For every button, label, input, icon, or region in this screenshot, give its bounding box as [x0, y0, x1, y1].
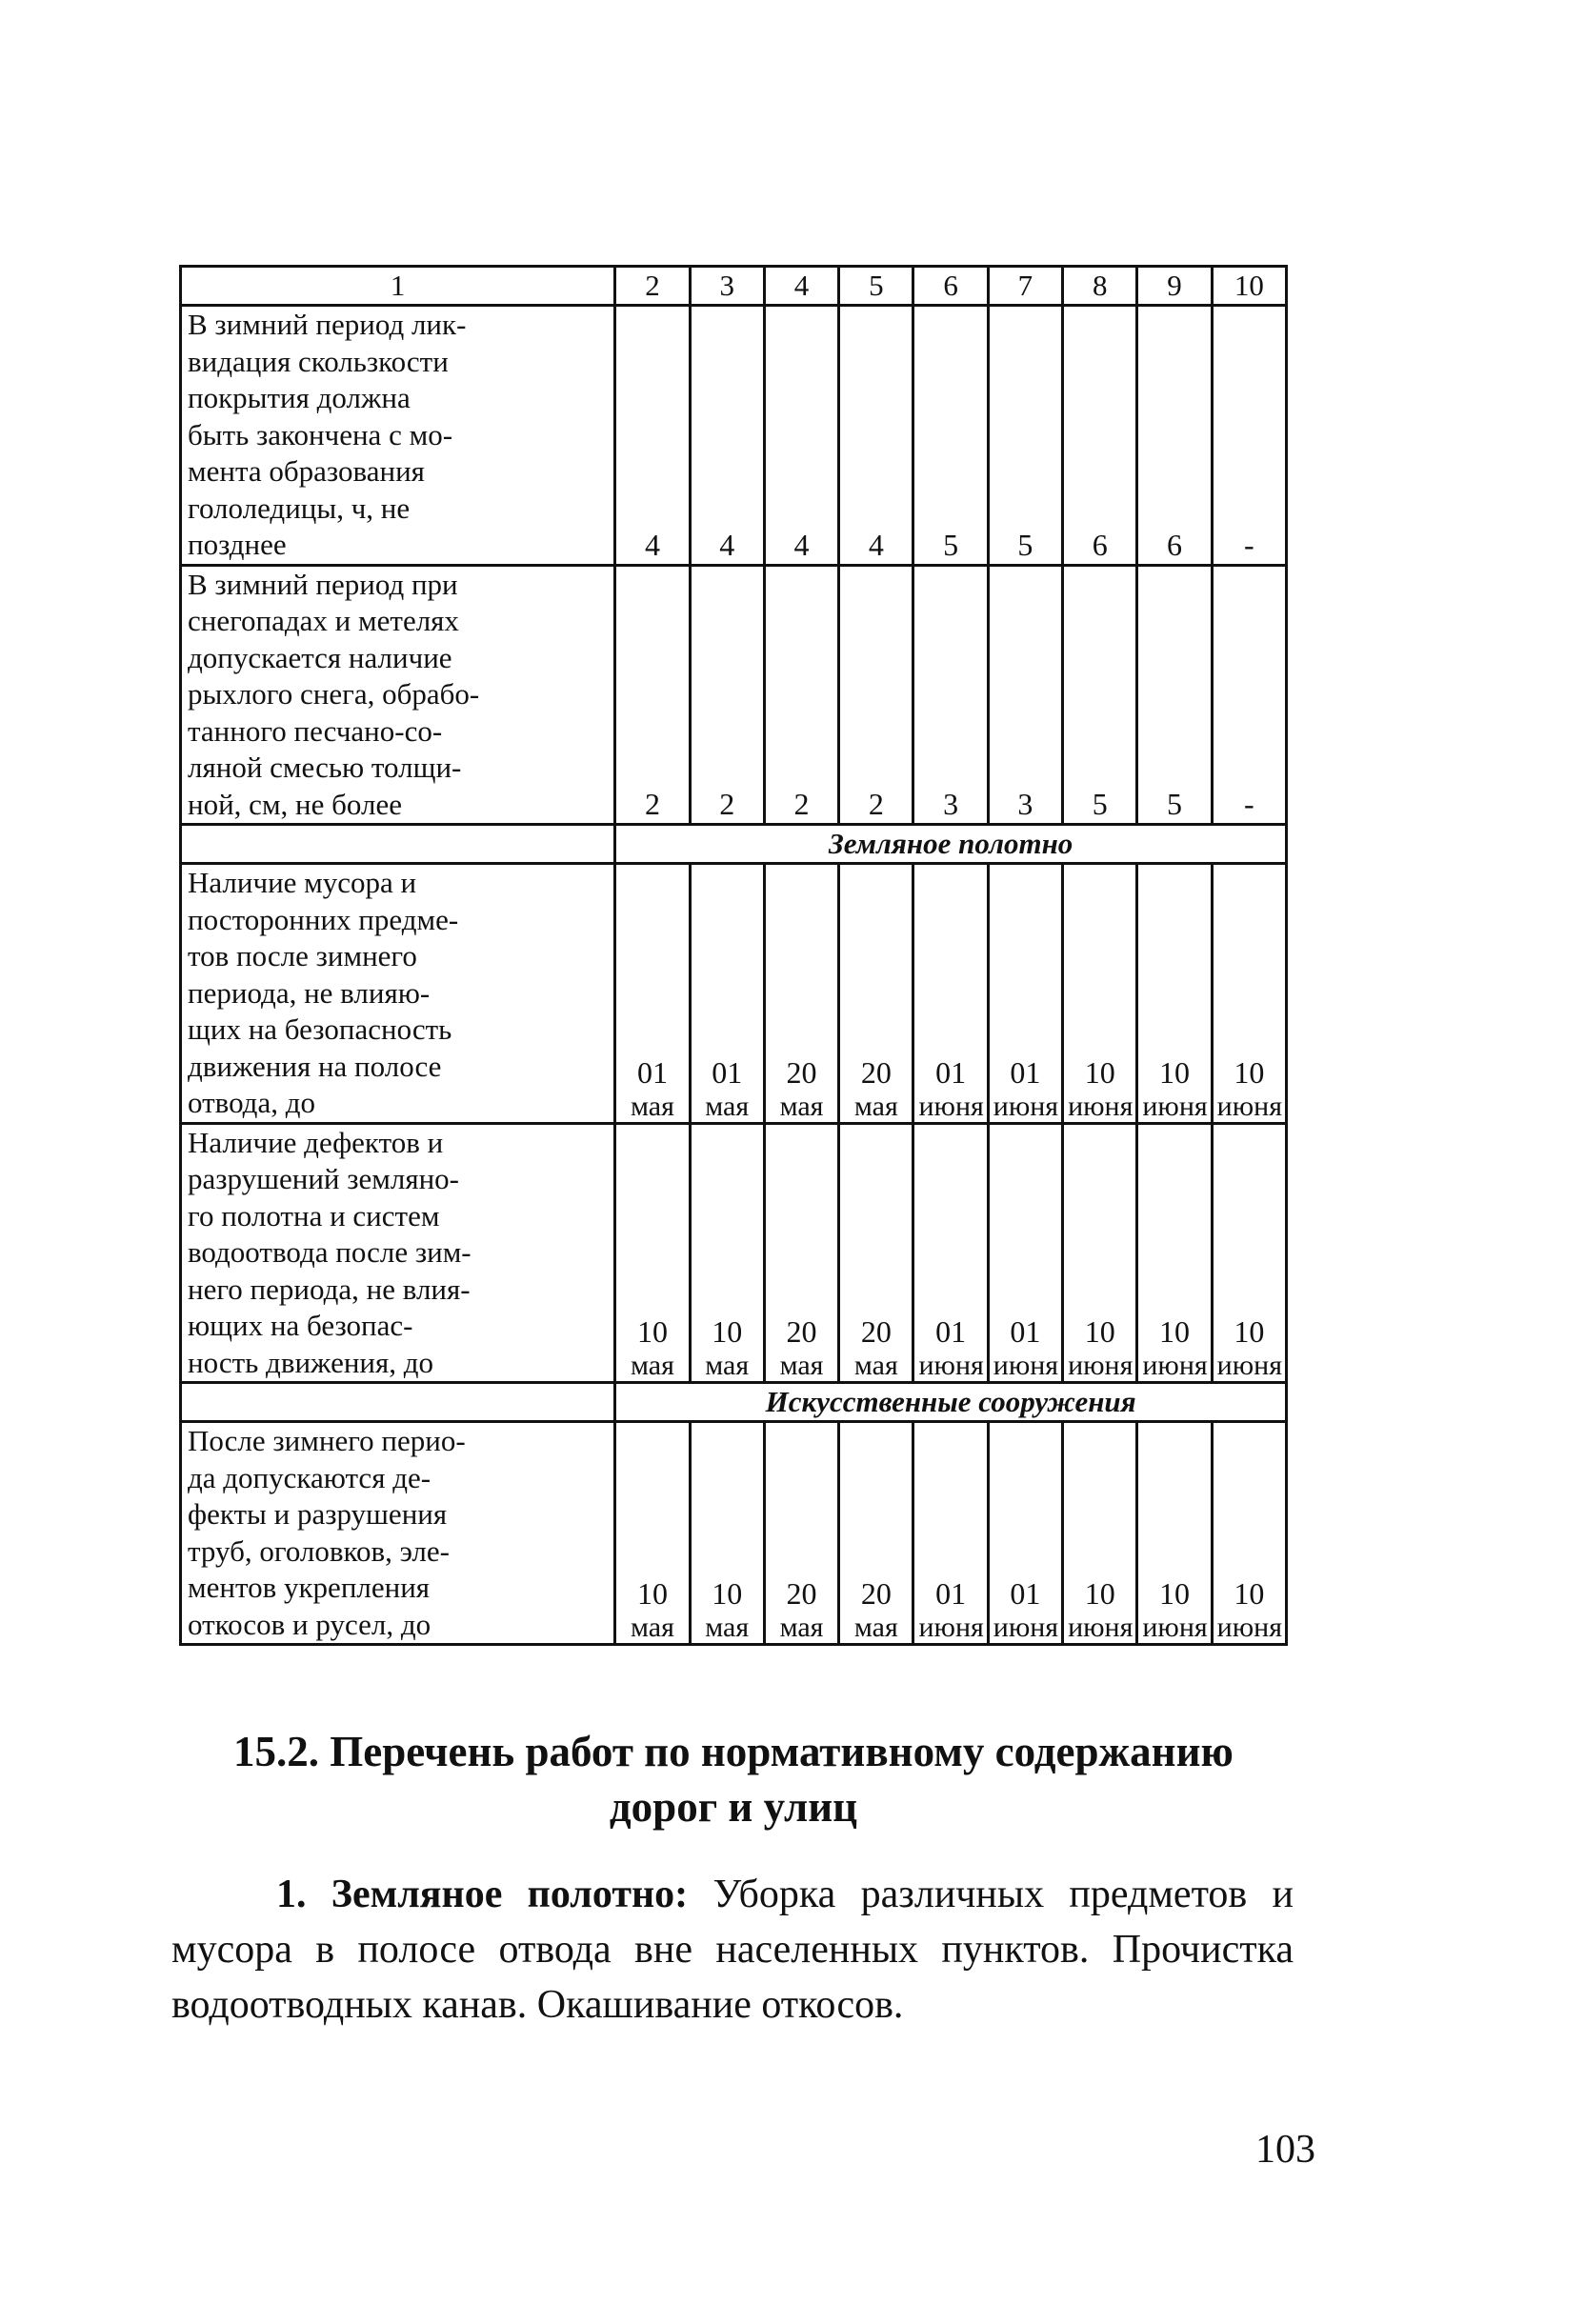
value-number: 10	[1159, 1054, 1191, 1090]
value-month: июня	[1216, 1612, 1282, 1643]
value-number: 3	[943, 787, 959, 821]
section-heading	[179, 1724, 1288, 1834]
value-cell	[839, 1422, 913, 1645]
header-cell: 7	[988, 267, 1062, 306]
value-month: мая	[853, 1350, 898, 1381]
value-number: 10	[1084, 1054, 1115, 1090]
value-cell	[988, 1123, 1062, 1383]
value-number: 2	[719, 787, 735, 821]
value-cell	[1137, 864, 1212, 1124]
value-number: 01	[636, 1054, 668, 1090]
value-cell	[1063, 864, 1137, 1124]
value-cell	[764, 1123, 838, 1383]
value-cell	[1063, 1422, 1137, 1645]
value-month: июня	[918, 1090, 984, 1122]
value-cell	[764, 306, 838, 566]
value-month: июня	[1142, 1350, 1208, 1381]
norms-table	[179, 265, 1288, 1646]
table-row	[181, 1422, 1287, 1645]
value-number: 01	[712, 1054, 743, 1090]
header-cell: 6	[913, 267, 988, 306]
value-number: 20	[786, 1576, 817, 1611]
value-number: 5	[943, 527, 959, 562]
value-number: 10	[1159, 1576, 1191, 1611]
value-number: 10	[1084, 1314, 1115, 1349]
value-cell	[764, 565, 838, 825]
value-cell	[839, 565, 913, 825]
value-month: мая	[853, 1090, 898, 1122]
value-month: июня	[993, 1612, 1059, 1643]
paragraph-lead: 1. Земляное полотно:	[276, 1873, 689, 1916]
value-number: 20	[860, 1314, 892, 1349]
value-number: 01	[1010, 1576, 1041, 1611]
value-cell	[988, 306, 1062, 566]
value-cell	[1063, 1123, 1137, 1383]
paragraph-text: Уборка различных предметов и мусора в полосе отвода вне населенных пунктов. Прочистка водоотводных канав. Окашивание откосов.	[171, 1873, 1294, 2027]
value-number: 5	[1017, 527, 1033, 562]
value-number: 10	[1234, 1054, 1265, 1090]
value-month: июня	[918, 1612, 984, 1643]
value-number: 10	[1159, 1314, 1191, 1349]
value-number: 10	[636, 1576, 668, 1611]
value-number: 20	[860, 1576, 892, 1611]
value-number: 2	[793, 787, 810, 821]
value-month: мая	[779, 1612, 824, 1643]
value-cell	[1137, 306, 1212, 566]
value-cell	[1212, 1422, 1286, 1645]
header-cell: 3	[690, 267, 764, 306]
value-cell	[764, 1422, 838, 1645]
table-row	[181, 864, 1287, 1124]
section-heading-line-2: дорог и улиц	[609, 1783, 858, 1831]
header-cell: 10	[1212, 267, 1286, 306]
value-number: 10	[1084, 1576, 1115, 1611]
section-title: Искусственные сооружения	[615, 1383, 1287, 1422]
value-number: 3	[1017, 787, 1033, 821]
value-month: июня	[1068, 1090, 1134, 1122]
value-cell	[1212, 1123, 1286, 1383]
value-cell	[839, 864, 913, 1124]
value-month: июня	[993, 1350, 1059, 1381]
value-number: 6	[1092, 527, 1108, 562]
value-number: 20	[786, 1054, 817, 1090]
row-description: Наличие мусора и посторонних предме- тов после зимнего периода, не влияю- щих на безопасность движения на полосе отвода, до	[181, 864, 615, 1124]
row-description: Наличие дефектов и разрушений земляно- го полотна и систем водоотвода после зим- него периода, не влия- ющих на безопас- ность движения, до	[181, 1123, 615, 1383]
value-month: мая	[853, 1612, 898, 1643]
value-month: июня	[1068, 1350, 1134, 1381]
value-number: 10	[1234, 1576, 1265, 1611]
value-number: 2	[868, 787, 884, 821]
section-heading-line-1: 15.2. Перечень работ по нормативному содержанию	[233, 1728, 1234, 1775]
value-cell	[913, 1123, 988, 1383]
value-number: 01	[935, 1314, 967, 1349]
section-empty-cell	[181, 1383, 615, 1422]
value-number: 10	[1234, 1314, 1265, 1349]
row-description: После зимнего перио- да допускаются де- фекты и разрушения труб, оголовков, эле- ментов укрепления откосов и русел, до	[181, 1422, 615, 1645]
value-number: 20	[786, 1314, 817, 1349]
value-month: мая	[779, 1090, 824, 1122]
section-row	[181, 825, 1287, 864]
value-number: 2	[644, 787, 660, 821]
value-month: июня	[1142, 1090, 1208, 1122]
value-cell	[839, 306, 913, 566]
value-number: 4	[793, 527, 810, 562]
section-empty-cell	[181, 825, 615, 864]
value-number: 10	[712, 1314, 743, 1349]
value-cell	[913, 565, 988, 825]
value-number: 6	[1167, 527, 1183, 562]
body-paragraph	[171, 1867, 1294, 2033]
value-number: 01	[1010, 1054, 1041, 1090]
value-cell	[1212, 565, 1286, 825]
value-month: июня	[918, 1350, 984, 1381]
header-cell: 8	[1063, 267, 1137, 306]
value-month: мая	[630, 1350, 674, 1381]
value-cell	[1212, 306, 1286, 566]
value-number: 5	[1092, 787, 1108, 821]
value-month: мая	[630, 1090, 674, 1122]
value-number: 01	[935, 1054, 967, 1090]
value-cell	[1137, 565, 1212, 825]
section-title: Земляное полотно	[615, 825, 1287, 864]
value-cell	[615, 864, 690, 1124]
header-cell: 5	[839, 267, 913, 306]
table-header-row	[181, 267, 1287, 306]
value-cell	[988, 864, 1062, 1124]
value-number: 5	[1167, 787, 1183, 821]
row-description: В зимний период при снегопадах и метелях допускается наличие рыхлого снега, обрабо- танного песчано-со- ляной смесью толщи- ной, см, не более	[181, 565, 615, 825]
value-month: мая	[705, 1090, 750, 1122]
value-cell	[913, 306, 988, 566]
value-cell	[1063, 565, 1137, 825]
value-number: 4	[868, 527, 884, 562]
value-number: -	[1244, 787, 1254, 821]
value-cell	[690, 864, 764, 1124]
value-number: 01	[935, 1576, 967, 1611]
table-row	[181, 565, 1287, 825]
value-cell	[690, 1422, 764, 1645]
value-month: июня	[993, 1090, 1059, 1122]
value-cell	[615, 1123, 690, 1383]
value-number: 10	[712, 1576, 743, 1611]
value-cell	[913, 1422, 988, 1645]
value-cell	[839, 1123, 913, 1383]
value-cell	[615, 306, 690, 566]
value-cell	[690, 306, 764, 566]
value-number: 01	[1010, 1314, 1041, 1349]
section-row	[181, 1383, 1287, 1422]
value-month: июня	[1142, 1612, 1208, 1643]
value-month: июня	[1068, 1612, 1134, 1643]
value-cell	[913, 864, 988, 1124]
value-cell	[1212, 864, 1286, 1124]
value-number: 20	[860, 1054, 892, 1090]
value-month: июня	[1216, 1090, 1282, 1122]
value-month: мая	[705, 1350, 750, 1381]
value-cell	[690, 565, 764, 825]
table-row	[181, 306, 1287, 566]
value-cell	[764, 864, 838, 1124]
value-cell	[615, 1422, 690, 1645]
value-number: 4	[644, 527, 660, 562]
value-month: мая	[705, 1612, 750, 1643]
value-number: 10	[636, 1314, 668, 1349]
value-cell	[988, 565, 1062, 825]
value-cell	[988, 1422, 1062, 1645]
value-cell	[690, 1123, 764, 1383]
value-month: июня	[1216, 1350, 1282, 1381]
value-number: 4	[719, 527, 735, 562]
value-month: мая	[779, 1350, 824, 1381]
value-number: -	[1244, 527, 1254, 562]
value-cell	[615, 565, 690, 825]
value-cell	[1063, 306, 1137, 566]
row-description: В зимний период лик- видация скользкости покрытия должна быть закончена с мо- мента образования гололедицы, ч, не позднее	[181, 306, 615, 566]
header-cell: 4	[764, 267, 838, 306]
value-cell	[1137, 1422, 1212, 1645]
header-cell: 2	[615, 267, 690, 306]
value-cell	[1137, 1123, 1212, 1383]
page-number: 103	[1255, 2128, 1315, 2172]
value-month: мая	[630, 1612, 674, 1643]
header-cell: 1	[181, 267, 615, 306]
table-row	[181, 1123, 1287, 1383]
header-cell: 9	[1137, 267, 1212, 306]
